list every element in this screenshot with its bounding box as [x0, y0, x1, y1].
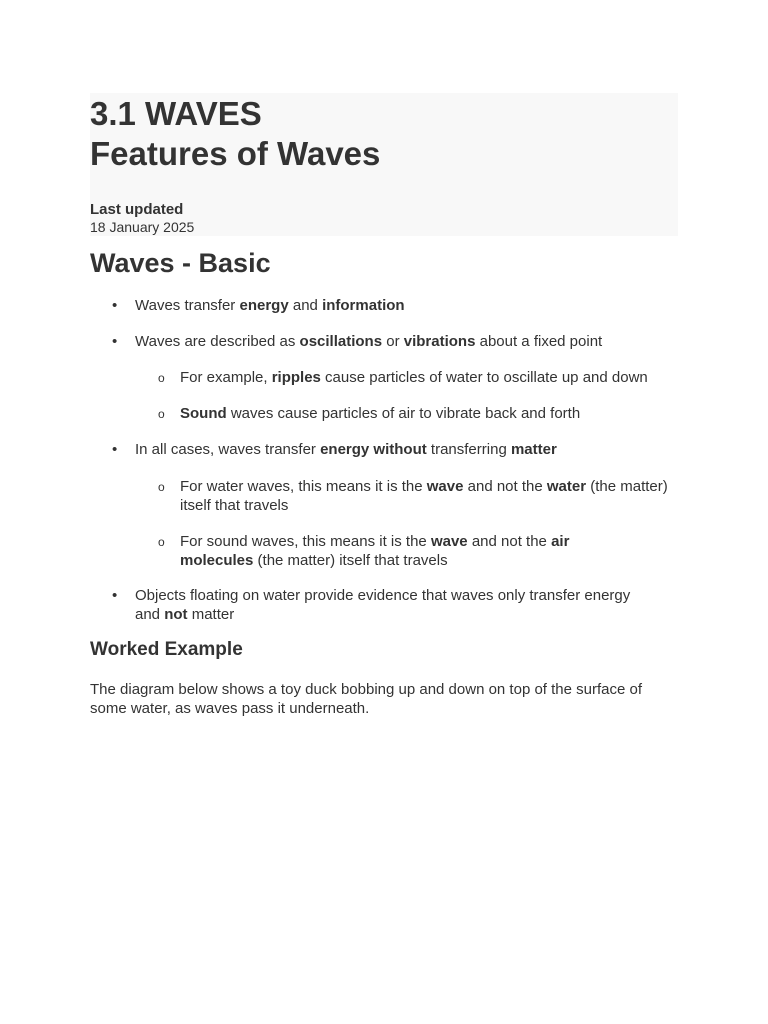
page-subtitle: Features of Waves: [90, 135, 381, 172]
list-item-continuation: and not matter: [135, 606, 235, 623]
list-item: For water waves, this means it is the wave and not the water (the matter): [180, 478, 668, 495]
list-item: In all cases, waves transfer energy without transferring matter: [135, 441, 557, 458]
sub-bullet-marker: o: [158, 371, 165, 385]
list-item: For sound waves, this means it is the wave and not the air: [180, 533, 570, 550]
bullet-marker: •: [112, 441, 118, 458]
sub-bullet-marker: o: [158, 535, 165, 549]
bullet-marker: •: [112, 587, 118, 604]
list-item: For example, ripples cause particles of water to oscillate up and down: [180, 369, 648, 386]
worked-example-text: The diagram below shows a toy duck bobbing up and down on top of the surface of: [90, 681, 643, 698]
sub-bullet-marker: o: [158, 480, 165, 494]
bullet-marker: •: [112, 297, 118, 314]
section-heading: Waves - Basic: [90, 248, 271, 278]
worked-example-heading: Worked Example: [90, 639, 243, 660]
list-item: Waves are described as oscillations or vibrations about a fixed point: [135, 333, 603, 350]
list-item-continuation: itself that travels: [180, 497, 289, 514]
sub-bullet-marker: o: [158, 407, 165, 421]
page-title: 3.1 WAVES: [90, 95, 262, 132]
title-block: [90, 93, 678, 236]
list-item: Objects floating on water provide evidence that waves only transfer energy: [135, 587, 631, 604]
last-updated-label: Last updated: [90, 201, 184, 218]
list-item-continuation: molecules (the matter) itself that travels: [180, 552, 448, 569]
worked-example-text: some water, as waves pass it underneath.: [90, 700, 370, 717]
last-updated-date: 18 January 2025: [90, 219, 195, 235]
list-item: Sound waves cause particles of air to vibrate back and forth: [180, 405, 581, 422]
bullet-marker: •: [112, 333, 118, 350]
document-page: [90, 93, 678, 717]
list-item: Waves transfer energy and information: [135, 297, 405, 314]
